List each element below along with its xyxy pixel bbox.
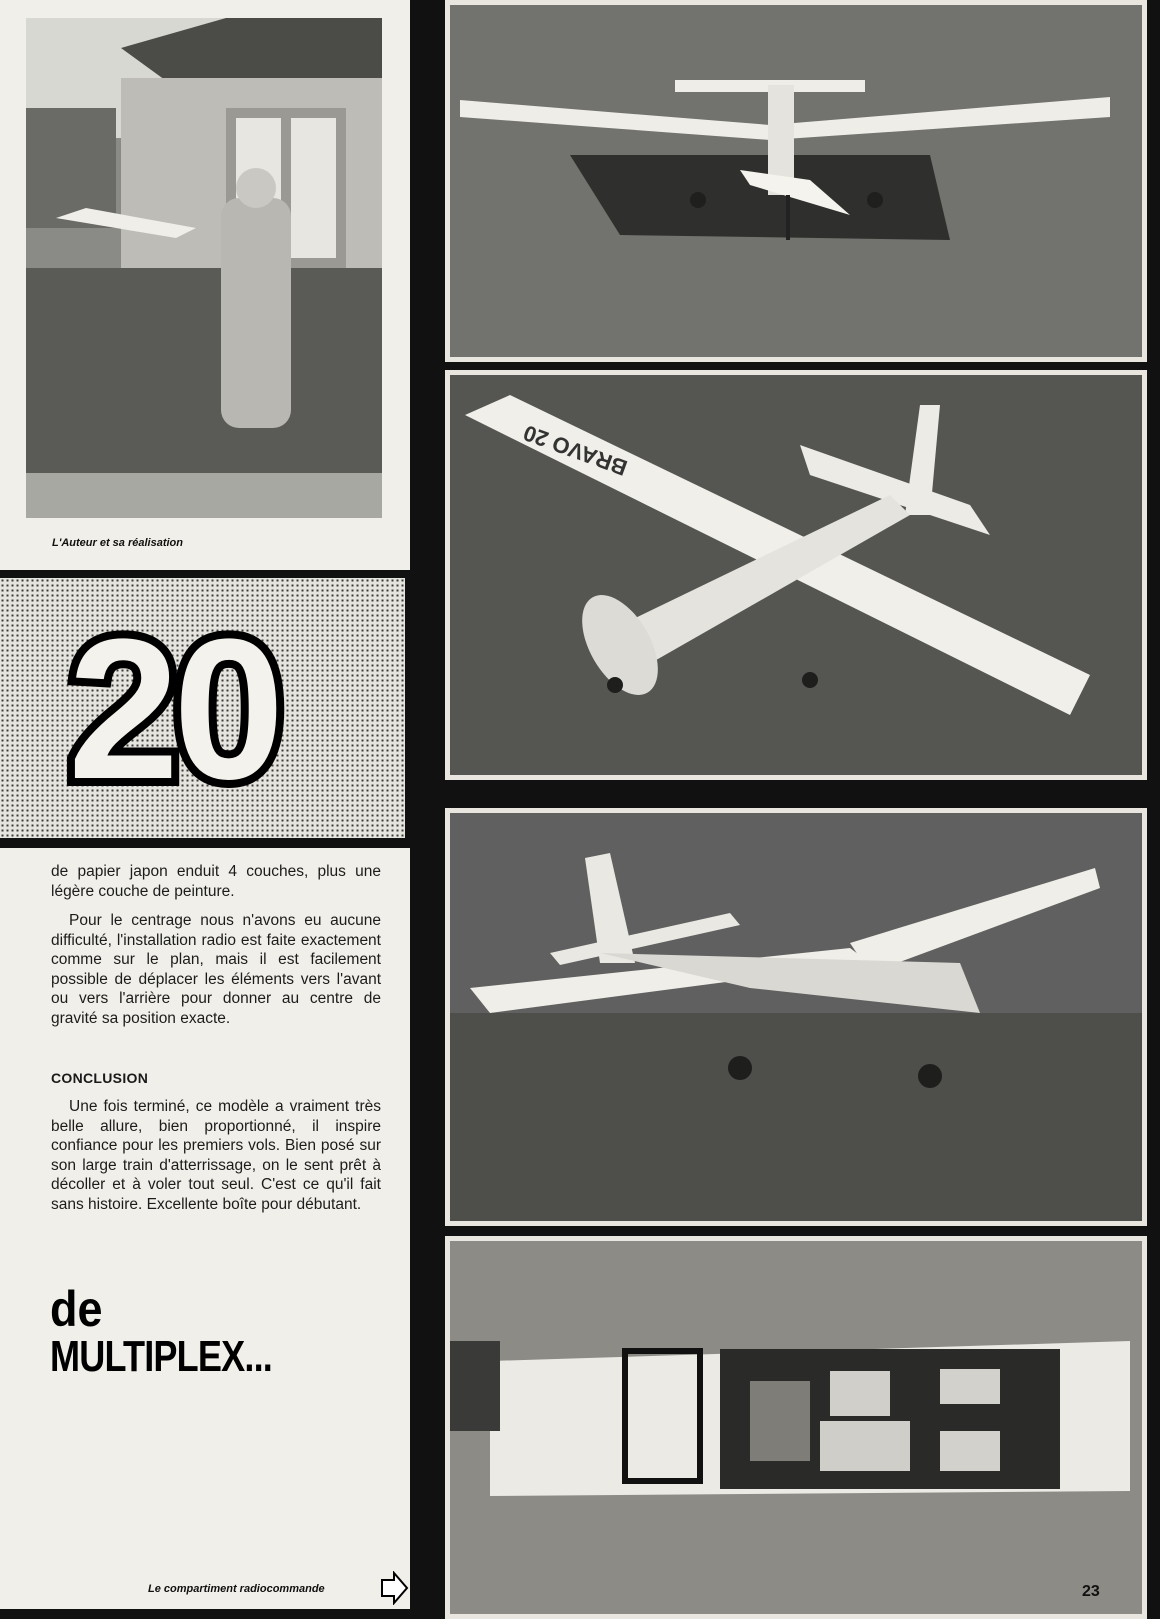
wing-lettering: BRAVO 20 xyxy=(520,420,631,481)
conclusion-paragraph: Une fois terminé, ce modèle a vraiment très belle allure, bien proportionné, il inspire confiance pour les premiers vols. Bien posé sur son large train d'atterrissage, on le sent prêt à décoller et à voler tout seul. C'est ce qu'il fait sans histoire. Excellente boîte pour débutant. xyxy=(51,1098,381,1213)
paragraph-1: de papier japon enduit 4 couches, plus une légère couche de peinture. xyxy=(51,863,381,900)
conclusion-body xyxy=(51,1097,381,1224)
brand-line-2: MULTIPLEX... xyxy=(50,1332,273,1381)
author-caption: L'Auteur et sa réalisation xyxy=(52,537,183,549)
compartment-caption: Le compartiment radiocommande xyxy=(148,1583,325,1595)
author-photo-panel xyxy=(0,0,410,570)
plane-photo-front xyxy=(445,0,1147,362)
title-number: 20 xyxy=(68,598,279,821)
brand-line-1: de xyxy=(50,1281,103,1337)
right-arrow-icon xyxy=(380,1571,410,1605)
author-photo xyxy=(26,18,382,518)
paragraph-2: Pour le centrage nous n'avons eu aucune difficulté, l'installation radio est faite exactement comme sur le plan, mais il est facilement possible de déplacer les éléments vers l'avant ou vers l'arrière pour donner au centre de gravité sa position exacte. xyxy=(51,912,381,1027)
conclusion-heading: CONCLUSION xyxy=(51,1070,149,1086)
article-body xyxy=(51,862,381,1038)
plane-photo-side xyxy=(445,808,1147,1226)
radio-compartment-photo xyxy=(445,1236,1147,1619)
plane-photo-overhead xyxy=(445,370,1147,780)
page-number: 23 xyxy=(1082,1583,1100,1600)
